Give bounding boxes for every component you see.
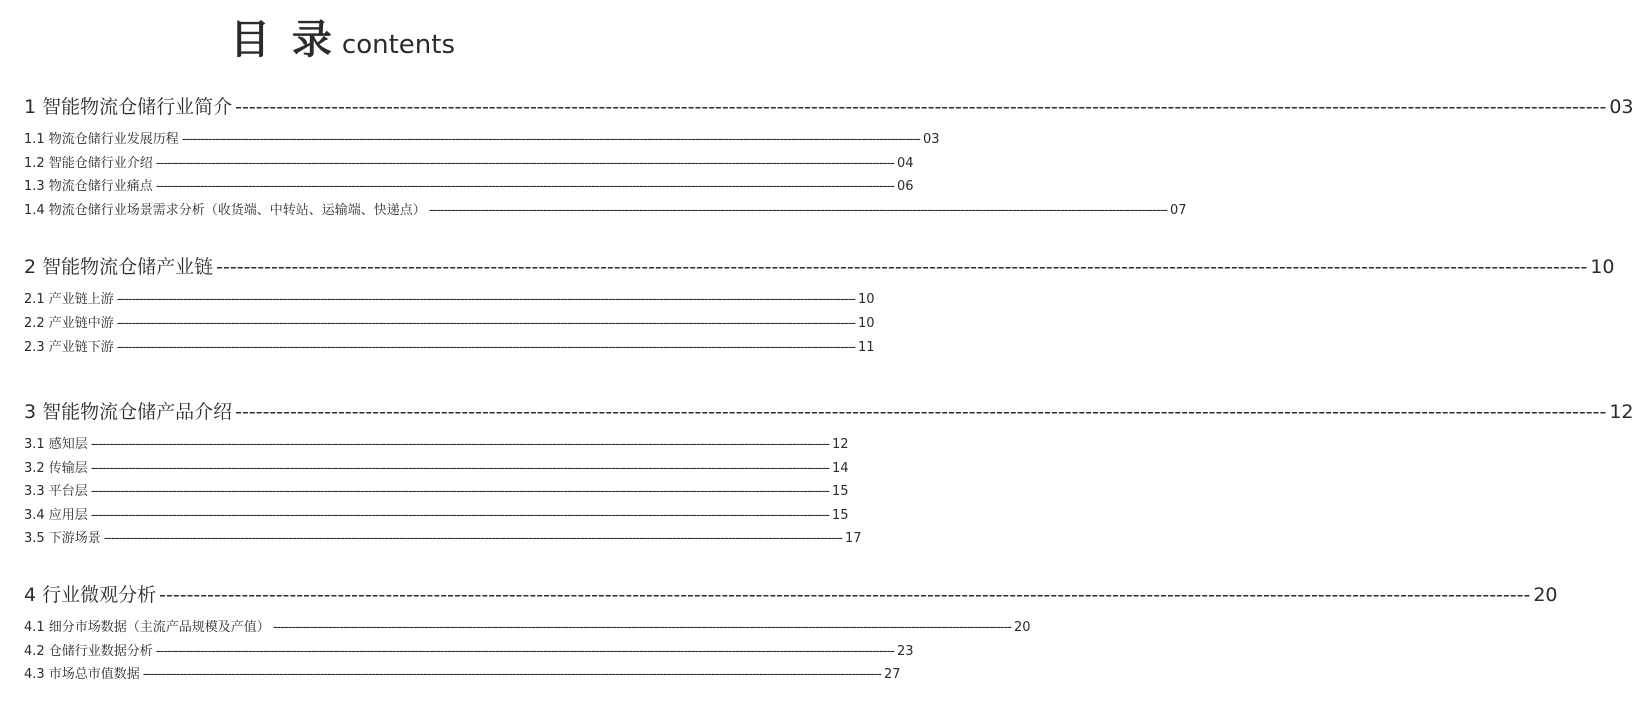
chapter-page-number: 03 — [1609, 96, 1634, 118]
item-label: 4.3 市场总市值数据 — [24, 667, 140, 682]
leader-dots: -------------------------------------------------------------------------------------------------------------------------------------------------------------------------------------------------------- — [181, 132, 920, 147]
item-label: 3.4 应用层 — [24, 508, 88, 523]
leader-dots: -------------------------------------------------------------------------------------------------------------------------------------------------------------------------------------------------------- — [116, 340, 855, 355]
toc-item-2-3[interactable] — [24, 339, 875, 357]
item-page-number: 04 — [897, 156, 914, 171]
chapter-label: 1 智能物流仓储行业简介 — [24, 96, 233, 118]
toc-item-4-3[interactable] — [24, 666, 901, 684]
toc-item-3-2[interactable] — [24, 460, 849, 478]
item-page-number: 06 — [897, 179, 914, 194]
toc-item-1-3[interactable] — [24, 178, 914, 196]
leader-dots: -------------------------------------------------------------------------------------------------------------------------------------------------------------------------------------------------------- — [103, 531, 842, 546]
leader-dots: -------------------------------------------------------------------------------------------------------------------------------------------------------------------------------------------------------- — [116, 292, 855, 307]
leader-dots: -------------------------------------------------------------------------------------------------------------------------------------------------------------------------------------------------------- — [90, 484, 829, 499]
toc-item-4-2[interactable] — [24, 643, 914, 661]
leader-dots: -------------------------------------------------------------------------------------------------------------------------------------------------------------------------------------------------------- — [155, 156, 894, 171]
leader-dots: -------------------------------------------------------------------------------------------------------------------------------------------------------------------------------------------------------- — [90, 461, 829, 476]
leader-dots: -------------------------------------------------------------------------------------------------------------------------------------------------------------------------------------------------------- — [272, 620, 1011, 635]
leader-dots: -------------------------------------------------------------------------------------------------------------------------------------------------------------------------------------------------------- — [155, 179, 894, 194]
page-title: 目 录 — [229, 17, 336, 63]
item-page-number: 23 — [897, 644, 914, 659]
leader-dots: -------------------------------------------------------------------------------------------------------------------------------------------------------------------------------------------------------- — [155, 644, 894, 659]
chapter-page-number: 20 — [1533, 584, 1558, 606]
item-label: 3.3 平台层 — [24, 484, 88, 499]
toc-item-2-1[interactable] — [24, 291, 875, 309]
leader-dots: -------------------------------------------------------------------------------------------------------------------------------------------------------------------------------------------------------- — [235, 96, 1607, 118]
leader-dots: -------------------------------------------------------------------------------------------------------------------------------------------------------------------------------------------------------- — [159, 584, 1531, 606]
toc-item-3-5[interactable] — [24, 530, 862, 548]
item-label: 2.2 产业链中游 — [24, 316, 114, 331]
leader-dots: -------------------------------------------------------------------------------------------------------------------------------------------------------------------------------------------------------- — [216, 256, 1588, 278]
item-label: 4.2 仓储行业数据分析 — [24, 644, 153, 659]
toc-chapter-3[interactable] — [24, 399, 1634, 425]
item-page-number: 12 — [832, 437, 849, 452]
toc-chapter-4[interactable] — [24, 582, 1558, 608]
item-label: 4.1 细分市场数据（主流产品规模及产值） — [24, 620, 270, 635]
toc-item-1-4[interactable] — [24, 202, 1187, 220]
item-page-number: 17 — [845, 531, 862, 546]
item-page-number: 03 — [923, 132, 940, 147]
toc-item-1-2[interactable] — [24, 155, 914, 173]
chapter-page-number: 10 — [1590, 256, 1615, 278]
item-label: 3.5 下游场景 — [24, 531, 101, 546]
toc-heading — [0, 8, 685, 65]
chapter-label: 2 智能物流仓储产业链 — [24, 256, 214, 278]
item-page-number: 15 — [832, 508, 849, 523]
leader-dots: -------------------------------------------------------------------------------------------------------------------------------------------------------------------------------------------------------- — [235, 401, 1607, 423]
leader-dots: -------------------------------------------------------------------------------------------------------------------------------------------------------------------------------------------------------- — [116, 316, 855, 331]
leader-dots: -------------------------------------------------------------------------------------------------------------------------------------------------------------------------------------------------------- — [428, 203, 1167, 218]
item-label: 1.3 物流仓储行业痛点 — [24, 179, 153, 194]
toc-item-3-1[interactable] — [24, 436, 849, 454]
item-page-number: 15 — [832, 484, 849, 499]
chapter-label: 4 行业微观分析 — [24, 584, 157, 606]
item-page-number: 11 — [858, 340, 875, 355]
chapter-label: 3 智能物流仓储产品介绍 — [24, 401, 233, 423]
item-page-number: 14 — [832, 461, 849, 476]
toc-item-2-2[interactable] — [24, 315, 875, 333]
item-page-number: 07 — [1170, 203, 1187, 218]
item-label: 2.1 产业链上游 — [24, 292, 114, 307]
item-page-number: 10 — [858, 316, 875, 331]
item-page-number: 10 — [858, 292, 875, 307]
chapter-page-number: 12 — [1609, 401, 1634, 423]
leader-dots: -------------------------------------------------------------------------------------------------------------------------------------------------------------------------------------------------------- — [90, 437, 829, 452]
toc-item-1-1[interactable] — [24, 131, 940, 149]
item-label: 1.4 物流仓储行业场景需求分析（收货端、中转站、运输端、快递点） — [24, 203, 426, 218]
toc-chapter-2[interactable] — [24, 254, 1615, 280]
toc-item-3-4[interactable] — [24, 507, 849, 525]
item-page-number: 20 — [1014, 620, 1031, 635]
leader-dots: -------------------------------------------------------------------------------------------------------------------------------------------------------------------------------------------------------- — [142, 667, 881, 682]
item-label: 1.1 物流仓储行业发展历程 — [24, 132, 179, 147]
item-page-number: 27 — [884, 667, 901, 682]
toc-item-4-1[interactable] — [24, 619, 1031, 637]
toc-chapter-1[interactable] — [24, 94, 1634, 120]
item-label: 1.2 智能仓储行业介绍 — [24, 156, 153, 171]
item-label: 2.3 产业链下游 — [24, 340, 114, 355]
page-subtitle: contents — [341, 30, 456, 60]
leader-dots: -------------------------------------------------------------------------------------------------------------------------------------------------------------------------------------------------------- — [90, 508, 829, 523]
item-label: 3.1 感知层 — [24, 437, 88, 452]
item-label: 3.2 传输层 — [24, 461, 88, 476]
toc-item-3-3[interactable] — [24, 483, 849, 501]
